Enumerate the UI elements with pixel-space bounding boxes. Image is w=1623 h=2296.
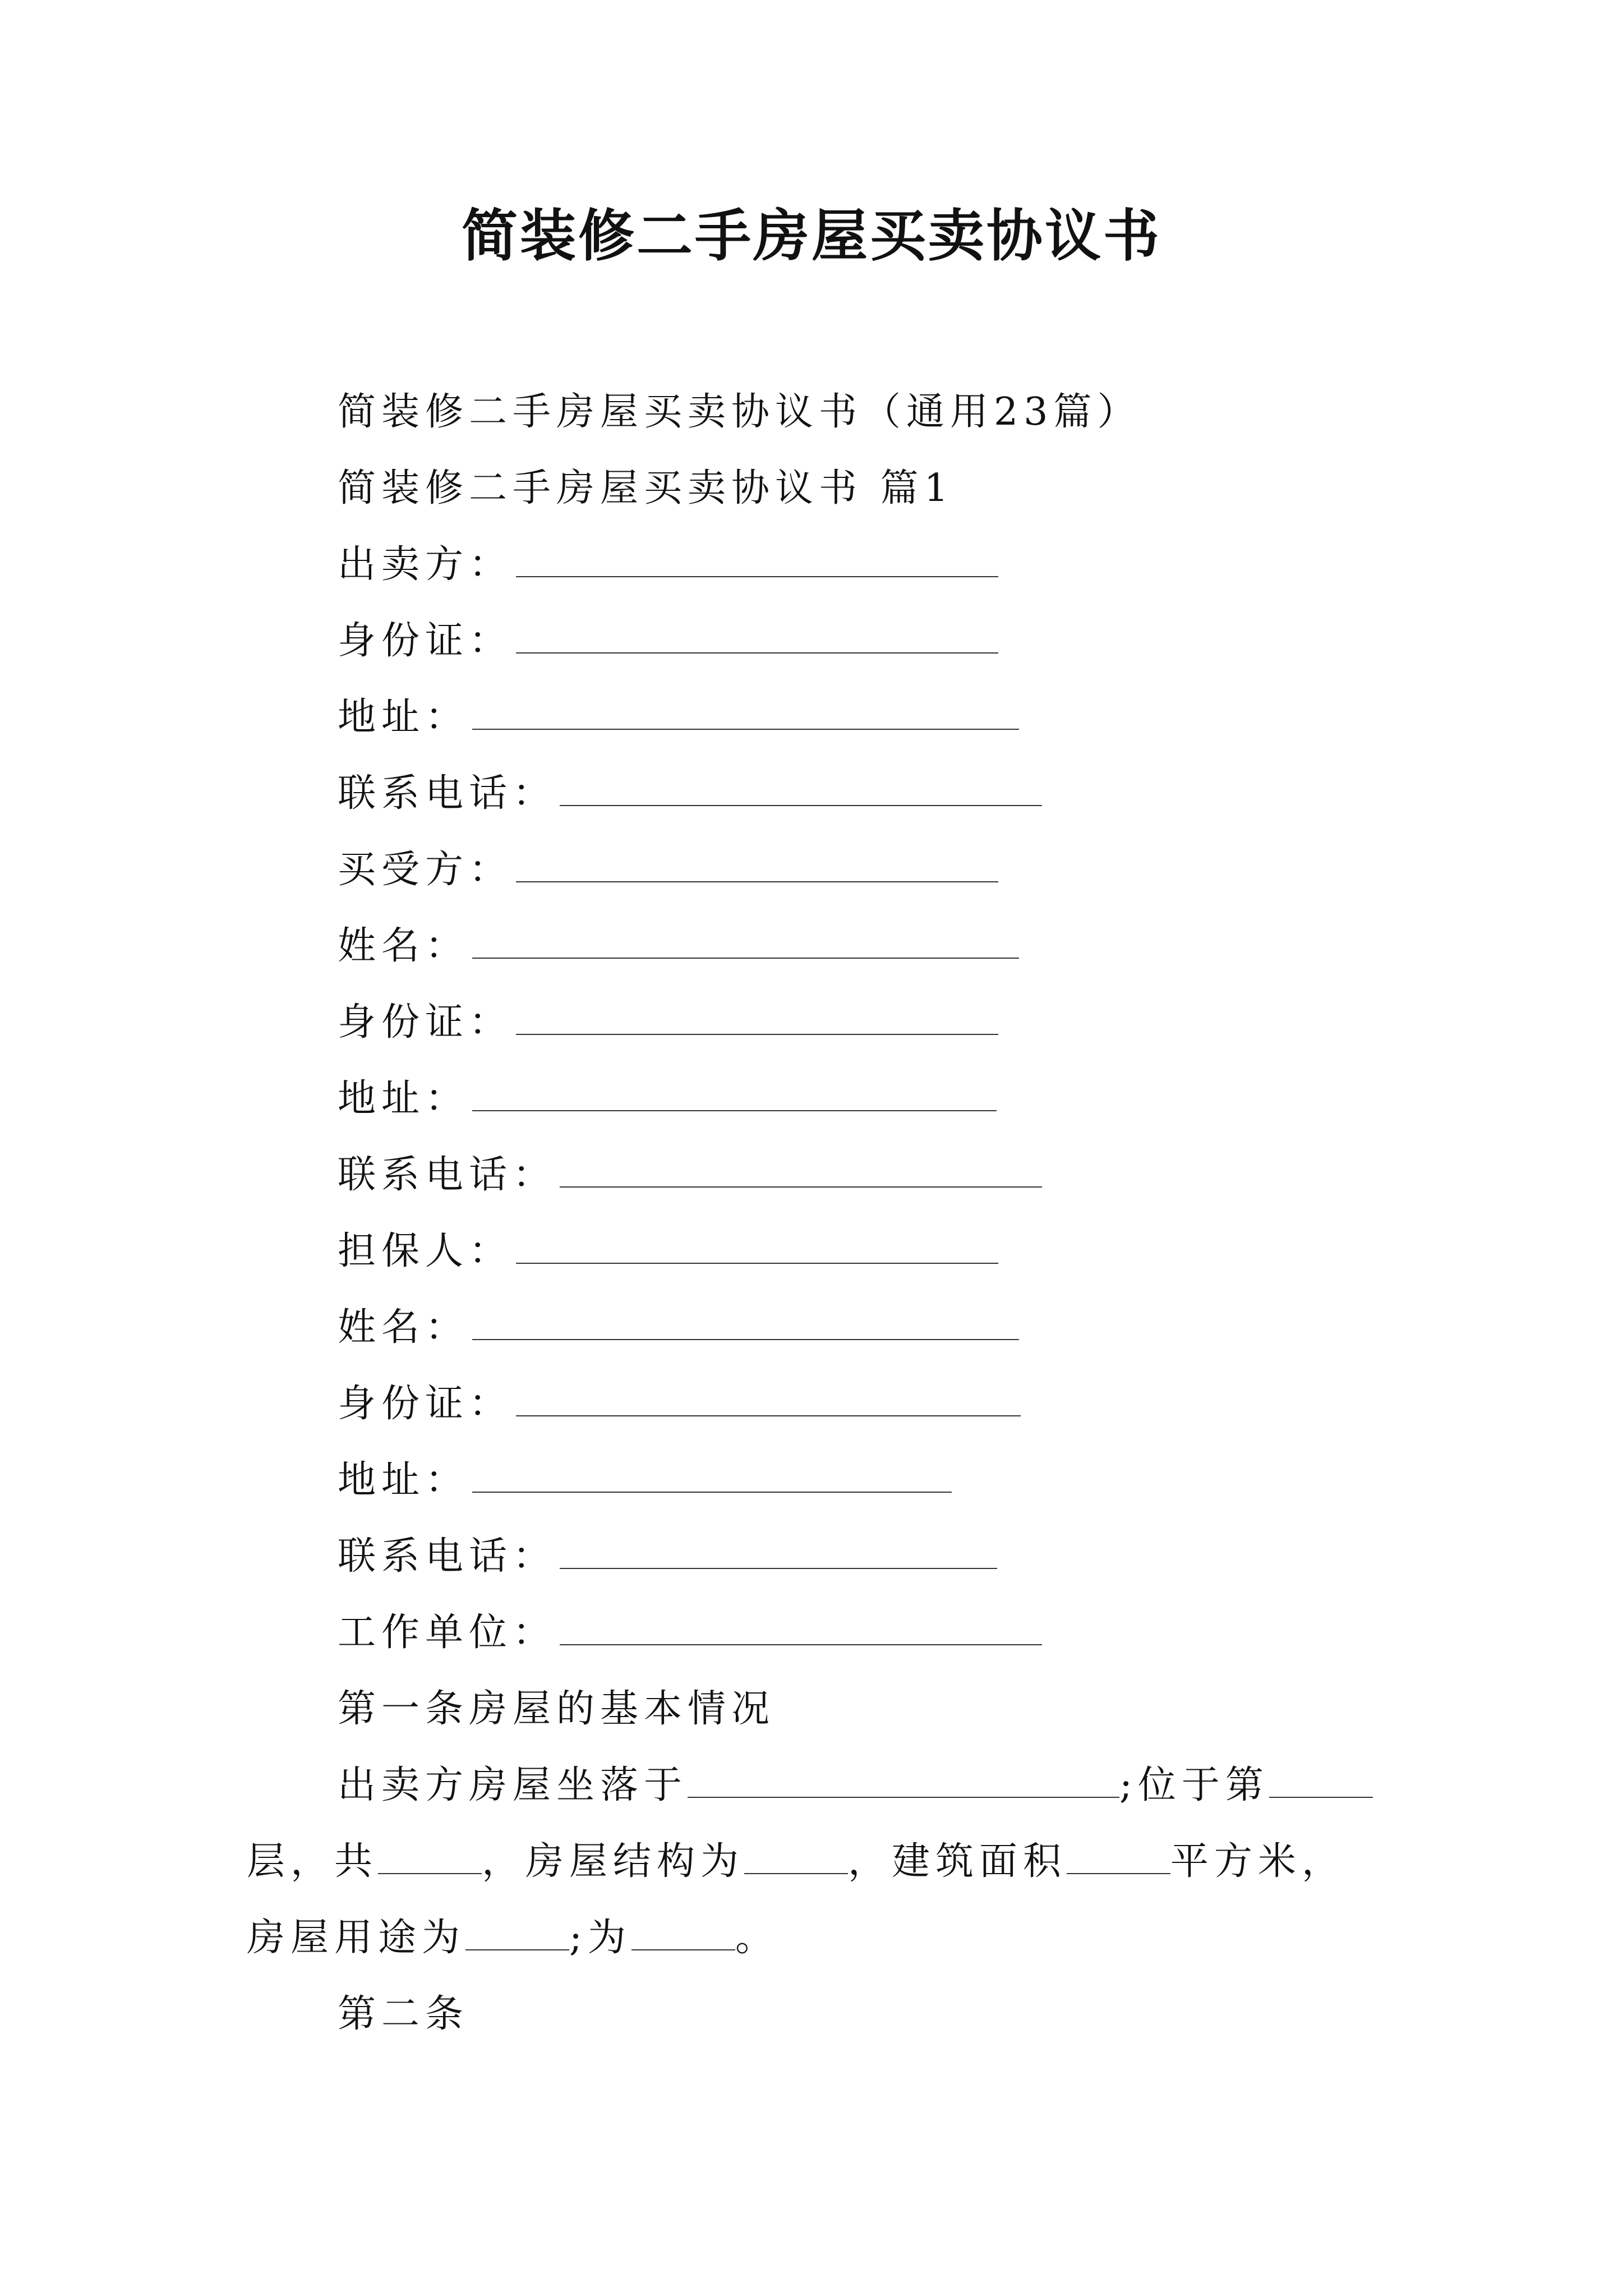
article1-text: 出卖方房屋坐落于 — [338, 1763, 688, 1807]
guarantor-name-field — [338, 1303, 1019, 1353]
article1-text: 房屋用途为 — [247, 1916, 466, 1960]
total-floors-blank — [378, 1839, 482, 1874]
article1-line2 — [247, 1837, 1345, 1887]
guarantor-blank — [516, 1229, 998, 1264]
article1-text: ;为 — [569, 1916, 631, 1960]
buyer-name-field — [338, 921, 1019, 972]
guarantor-id-label: 身份证： — [338, 1382, 513, 1426]
section-heading: 简装修二手房屋买卖协议书 篇1 — [338, 466, 954, 510]
buyer-field — [338, 845, 998, 895]
seller-id-field — [338, 616, 998, 666]
guarantor-phone-label: 联系电话： — [338, 1534, 557, 1579]
seller-address-label: 地址： — [338, 695, 469, 739]
guarantor-field — [338, 1226, 998, 1277]
buyer-name-blank — [472, 924, 1019, 959]
article1-text: 。 — [735, 1916, 779, 1960]
article1-text: 层，共 — [247, 1839, 379, 1884]
guarantor-phone-field — [338, 1531, 997, 1582]
guarantor-phone-blank — [560, 1534, 997, 1569]
guarantor-address-field — [338, 1455, 952, 1506]
area-blank — [1067, 1839, 1170, 1874]
seller-id-label: 身份证： — [338, 619, 513, 663]
guarantor-work-label: 工作单位： — [338, 1611, 557, 1655]
article1-line3 — [247, 1913, 779, 1963]
document-subtitle: 简装修二手房屋买卖协议书（通用23篇） — [338, 390, 1141, 434]
buyer-label: 买受方： — [338, 848, 513, 892]
document-title: 简装修二手房屋买卖协议书 — [462, 203, 1161, 269]
structure-blank — [744, 1839, 848, 1874]
seller-phone-field — [338, 769, 1042, 819]
buyer-phone-blank — [560, 1153, 1042, 1188]
seller-label: 出卖方： — [338, 542, 513, 587]
seller-address-field — [338, 692, 1019, 743]
seller-address-blank — [472, 695, 1019, 730]
type-blank — [631, 1916, 735, 1950]
buyer-phone-field — [338, 1150, 1042, 1200]
seller-field — [338, 540, 998, 590]
article2-heading: 第二条 — [338, 1992, 469, 2036]
guarantor-id-field — [338, 1379, 1021, 1429]
guarantor-id-blank — [516, 1382, 1021, 1416]
buyer-address-label: 地址： — [338, 1076, 469, 1121]
seller-phone-label: 联系电话： — [338, 771, 557, 816]
guarantor-address-blank — [472, 1458, 952, 1493]
buyer-id-label: 身份证： — [338, 1000, 513, 1045]
guarantor-work-blank — [560, 1611, 1042, 1645]
article1-line1 — [338, 1760, 1373, 1811]
location-blank — [688, 1763, 1119, 1798]
guarantor-name-blank — [472, 1305, 1019, 1340]
guarantor-address-label: 地址： — [338, 1458, 469, 1502]
article1-text: 平方米， — [1170, 1839, 1346, 1884]
buyer-name-label: 姓名： — [338, 924, 469, 968]
guarantor-label: 担保人： — [338, 1229, 513, 1273]
guarantor-work-field — [338, 1608, 1042, 1658]
buyer-phone-label: 联系电话： — [338, 1153, 557, 1197]
buyer-blank — [516, 848, 998, 882]
buyer-address-blank — [472, 1076, 997, 1111]
buyer-id-field — [338, 997, 998, 1048]
buyer-id-blank — [516, 1000, 998, 1035]
seller-blank — [516, 542, 998, 577]
floor-blank — [1269, 1763, 1373, 1798]
guarantor-name-label: 姓名： — [338, 1305, 469, 1350]
article1-text: ;位于第 — [1119, 1763, 1269, 1807]
buyer-address-field — [338, 1074, 997, 1124]
seller-phone-blank — [560, 771, 1042, 806]
usage-blank — [465, 1916, 569, 1950]
article1-text: ，建筑面积 — [848, 1839, 1067, 1884]
article1-text: ，房屋结构为 — [482, 1839, 745, 1884]
article1-heading: 第一条房屋的基本情况 — [338, 1687, 776, 1731]
seller-id-blank — [516, 619, 998, 654]
